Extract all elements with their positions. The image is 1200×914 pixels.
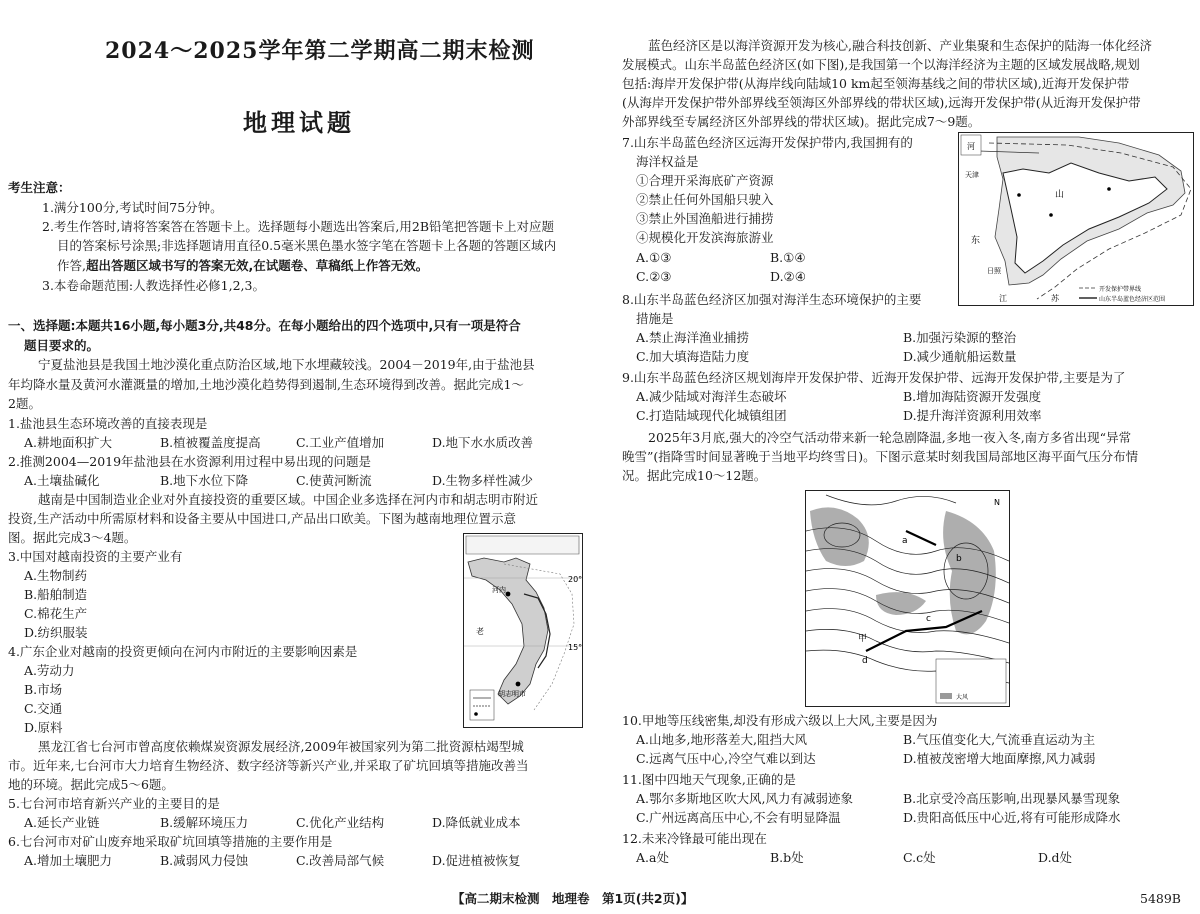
question-6: 6.七台河市对矿山废弃地采取矿坑回填等措施的主要作用是 xyxy=(8,834,333,849)
page-footer: 【高二期末检测 地理卷 第1页(共2页)】 xyxy=(452,891,694,906)
passage-4-line5: 外部界线至专属经济区外部界线的带状区域)。据此完成7～9题。 xyxy=(622,114,981,129)
q11-option-c: C.广州远离高压中心,不会有明显降温 xyxy=(636,810,841,825)
q7-option-b: B.①④ xyxy=(770,250,806,265)
q7-option-d: D.②④ xyxy=(770,269,806,284)
question-2: 2.推测2004—2019年盐池县在水资源利用过程中易出现的问题是 xyxy=(8,454,372,469)
lat-20-label: 20° xyxy=(568,575,582,584)
q2-option-a: A.土壤盐碱化 xyxy=(24,473,100,488)
question-9: 9.山东半岛蓝色经济区规划海岸开发保护带、近海开发保护带、远海开发保护带,主要是为了 xyxy=(622,370,1126,385)
label-jia: 甲 xyxy=(858,634,868,644)
notice-item-2c-lead: 作答, xyxy=(57,258,86,273)
q8-option-b: B.加强污染源的整治 xyxy=(903,330,1017,345)
label-c: c xyxy=(926,614,931,624)
label-d: d xyxy=(862,656,868,666)
passage-1-line2: 年均降水量及黄河水灌溉量的增加,土地沙漠化趋势得到遏制,生态环境得到改善。据此完成1～ xyxy=(8,377,524,392)
q8-option-c: C.加大填海造陆力度 xyxy=(636,349,750,364)
question-8-cont: 措施是 xyxy=(636,311,674,326)
q1-option-c: C.工业产值增加 xyxy=(296,435,385,450)
lat-15-label: 15° xyxy=(568,643,582,652)
q12-option-a: A.a处 xyxy=(636,850,669,865)
question-12: 12.未来冷锋最可能出现在 xyxy=(622,831,767,846)
q3-option-a: A.生物制药 xyxy=(24,568,88,583)
q11-option-b: B.北京受冷高压影响,出现暴风暴雪现象 xyxy=(903,791,1121,806)
q5-option-b: B.缓解环境压力 xyxy=(160,815,249,830)
q1-option-d: D.地下水水质改善 xyxy=(432,435,534,450)
question-5: 5.七台河市培育新兴产业的主要目的是 xyxy=(8,796,220,811)
q7-item-3: ③禁止外国渔船进行捕捞 xyxy=(636,211,774,226)
q11-option-d: D.贵阳高低压中心近,将有可能形成降水 xyxy=(903,810,1121,825)
section-heading-cont: 题目要求的。 xyxy=(24,338,100,353)
q5-option-d: D.降低就业成本 xyxy=(432,815,521,830)
question-4: 4.广东企业对越南的投资更倾向在河内市附近的主要影响因素是 xyxy=(8,644,358,659)
q7-item-1: ①合理开采海底矿产资源 xyxy=(636,173,774,188)
label-a: a xyxy=(902,536,908,546)
passage-5-line3: 况。据此完成10～12题。 xyxy=(622,468,767,483)
vietnam-location-map xyxy=(463,533,583,728)
q7-option-a: A.①③ xyxy=(636,250,672,265)
passage-2-line3: 图。据此完成3～4题。 xyxy=(8,530,137,545)
notice-item-2c xyxy=(57,256,428,275)
q6-option-c: C.改善局部气候 xyxy=(296,853,385,868)
question-7: 7.山东半岛蓝色经济区远海开发保护带内,我国拥有的 xyxy=(622,135,913,150)
question-8: 8.山东半岛蓝色经济区加强对海洋生态环境保护的主要 xyxy=(622,292,922,307)
legend-strong-wind: 大风 xyxy=(956,694,969,701)
tianjin-label: 天津 xyxy=(965,171,979,179)
q2-option-b: B.地下水位下降 xyxy=(160,473,249,488)
q8-option-d: D.减少通航船运数量 xyxy=(903,349,1017,364)
hebei-label: 河 xyxy=(967,142,975,151)
notice-item-2: 2.考生作答时,请将答案答在答题卡上。选择题每小题选出答案后,用2B铅笔把答题卡上对应题 xyxy=(42,219,555,234)
q4-option-c: C.交通 xyxy=(24,701,63,716)
page-title: 2024～2025学年第二学期高二期末检测 xyxy=(105,38,535,64)
q7-item-4: ④规模化开发滨海旅游业 xyxy=(636,230,774,245)
question-11: 11.图中四地天气现象,正确的是 xyxy=(622,772,796,787)
q7-item-2: ②禁止任何外国船只驶入 xyxy=(636,192,774,207)
q12-option-b: B.b处 xyxy=(770,850,804,865)
q3-option-b: B.船舶制造 xyxy=(24,587,88,602)
section-heading: 一、选择题:本题共16小题,每小题3分,共48分。在每小题给出的四个选项中,只有一项是符合 xyxy=(8,318,521,333)
q8-option-a: A.禁止海洋渔业捕捞 xyxy=(636,330,750,345)
shandong-map-graphic xyxy=(959,133,1193,305)
q4-option-b: B.市场 xyxy=(24,682,63,697)
notice-item-1: 1.满分100分,考试时间75分钟。 xyxy=(42,200,223,215)
q2-option-c: C.使黄河断流 xyxy=(296,473,372,488)
q6-option-d: D.促进植被恢复 xyxy=(432,853,521,868)
q6-option-b: B.减弱风力侵蚀 xyxy=(160,853,249,868)
q3-option-c: C.棉花生产 xyxy=(24,606,88,621)
passage-4-line3: 包括:海岸开发保护带(从海岸线向陆域10 km起至领海基线之间的带状区域),近海开发保护带 xyxy=(622,76,1130,91)
passage-1-line1: 宁夏盐池县是我国土地沙漠化重点防治区域,地下水埋藏较浅。2004－2019年,由于盐池县 xyxy=(38,357,535,372)
notice-item-2b: 目的答案标号涂黑;非选择题请用直径0.5毫米黑色墨水签字笔在答题卡上各题的答题区域内 xyxy=(57,238,557,253)
passage-3-line1: 黑龙江省七台河市曾高度依赖煤炭资源发展经济,2009年被国家列为第二批资源枯竭型城 xyxy=(38,739,524,754)
jiangsu-label-2: 苏 xyxy=(1051,294,1059,303)
question-10: 10.甲地等压线密集,却没有形成六级以上大风,主要是因为 xyxy=(622,713,938,728)
q9-option-a: A.减少陆域对海洋生态破坏 xyxy=(636,389,787,404)
q2-option-d: D.生物多样性减少 xyxy=(432,473,534,488)
q10-option-c: C.远离气压中心,冷空气难以到达 xyxy=(636,751,816,766)
legend-region: 山东半岛蓝色经济区范围 xyxy=(1099,296,1166,303)
q11-option-a: A.鄂尔多斯地区吹大风,风力有减弱迹象 xyxy=(636,791,853,806)
laos-label: 老 xyxy=(476,627,484,636)
hcm-label: 胡志明市 xyxy=(498,690,526,698)
q1-option-a: A.耕地面积扩大 xyxy=(24,435,113,450)
label-b: b xyxy=(956,554,962,564)
jiangsu-label-1: 江 xyxy=(999,294,1007,303)
question-7-cont: 海洋权益是 xyxy=(636,154,699,169)
city-label: 日照 xyxy=(987,267,1001,275)
notice-warning: 超出答题区域书写的答案无效,在试题卷、草稿纸上作答无效。 xyxy=(85,258,429,273)
subject-title: 地理试题 xyxy=(243,108,355,137)
q1-option-b: B.植被覆盖度提高 xyxy=(160,435,261,450)
notice-item-3: 3.本卷命题范围:人教选择性必修1,2,3。 xyxy=(42,278,265,293)
q12-option-c: C.c处 xyxy=(903,850,936,865)
q5-option-c: C.优化产业结构 xyxy=(296,815,385,830)
vietnam-map-graphic xyxy=(464,534,582,727)
q6-option-a: A.增加土壤肥力 xyxy=(24,853,113,868)
passage-4-line1: 蓝色经济区是以海洋资源开发为核心,融合科技创新、产业集聚和生态保护的陆海一体化经济 xyxy=(648,38,1152,53)
q12-option-d: D.d处 xyxy=(1038,850,1073,865)
q3-option-d: D.纺织服装 xyxy=(24,625,88,640)
passage-2-line2: 投资,生产活动中所需原材料和设备主要从中国进口,产品出口欧美。下图为越南地理位置示意 xyxy=(8,511,516,526)
q10-option-a: A.山地多,地形落差大,阻挡大风 xyxy=(636,732,807,747)
sea-level-pressure-map xyxy=(805,490,1010,707)
passage-3-line2: 市。近年来,七台河市大力培育生物经济、数字经济等新兴产业,并采取了矿坑回填等措施改善当 xyxy=(8,758,529,773)
passage-3-line3: 地的环境。据此完成5～6题。 xyxy=(8,777,174,792)
question-3: 3.中国对越南投资的主要产业有 xyxy=(8,549,183,564)
q7-option-c: C.②③ xyxy=(636,269,672,284)
paper-code: 5489B xyxy=(1140,891,1181,906)
q4-option-d: D.原料 xyxy=(24,720,63,735)
hanoi-label: 河内 xyxy=(492,586,506,594)
q4-option-a: A.劳动力 xyxy=(24,663,75,678)
passage-2-line1: 越南是中国制造业企业对外直接投资的重要区域。中国企业多选择在河内市和胡志明市附近 xyxy=(38,492,539,507)
q10-option-d: D.植被茂密增大地面摩擦,风力减弱 xyxy=(903,751,1096,766)
legend-boundary: 开发保护带界线 xyxy=(1099,286,1142,293)
q5-option-a: A.延长产业链 xyxy=(24,815,100,830)
notice-label: 考生注意： xyxy=(8,180,71,195)
pressure-map-graphic xyxy=(806,491,1009,706)
shandong-blue-economy-map xyxy=(958,132,1194,306)
q9-option-b: B.增加海陆资源开发强度 xyxy=(903,389,1042,404)
passage-5-line2: 晚雪”(指降雪时间显著晚于当地平均终雪日)。下图示意某时刻我国局部地区海平面气压分布情 xyxy=(622,449,1139,464)
passage-4-line2: 发展模式。山东半岛蓝色经济区(如下图),是我国第一个以海洋经济为主题的区域发展战略,规划 xyxy=(622,57,1140,72)
shan-label: 山 xyxy=(1055,190,1065,200)
passage-1-line3: 2题。 xyxy=(8,396,41,411)
passage-4-line4: (从海岸开发保护带外部界线至领海区外部界线的带状区域),远海开发保护带(从近海开发保护带 xyxy=(622,95,1141,110)
q10-option-b: B.气压值变化大,气流垂直运动为主 xyxy=(903,732,1096,747)
q9-option-d: D.提升海洋资源利用效率 xyxy=(903,408,1042,423)
north-label: N xyxy=(994,498,1000,507)
question-1: 1.盐池县生态环境改善的直接表现是 xyxy=(8,416,208,431)
q9-option-c: C.打造陆域现代化城镇组团 xyxy=(636,408,787,423)
passage-5-line1: 2025年3月底,强大的冷空气活动带来新一轮急剧降温,多地一夜入冬,南方多省出现“异常 xyxy=(648,430,1132,445)
dong-label: 东 xyxy=(971,236,981,246)
